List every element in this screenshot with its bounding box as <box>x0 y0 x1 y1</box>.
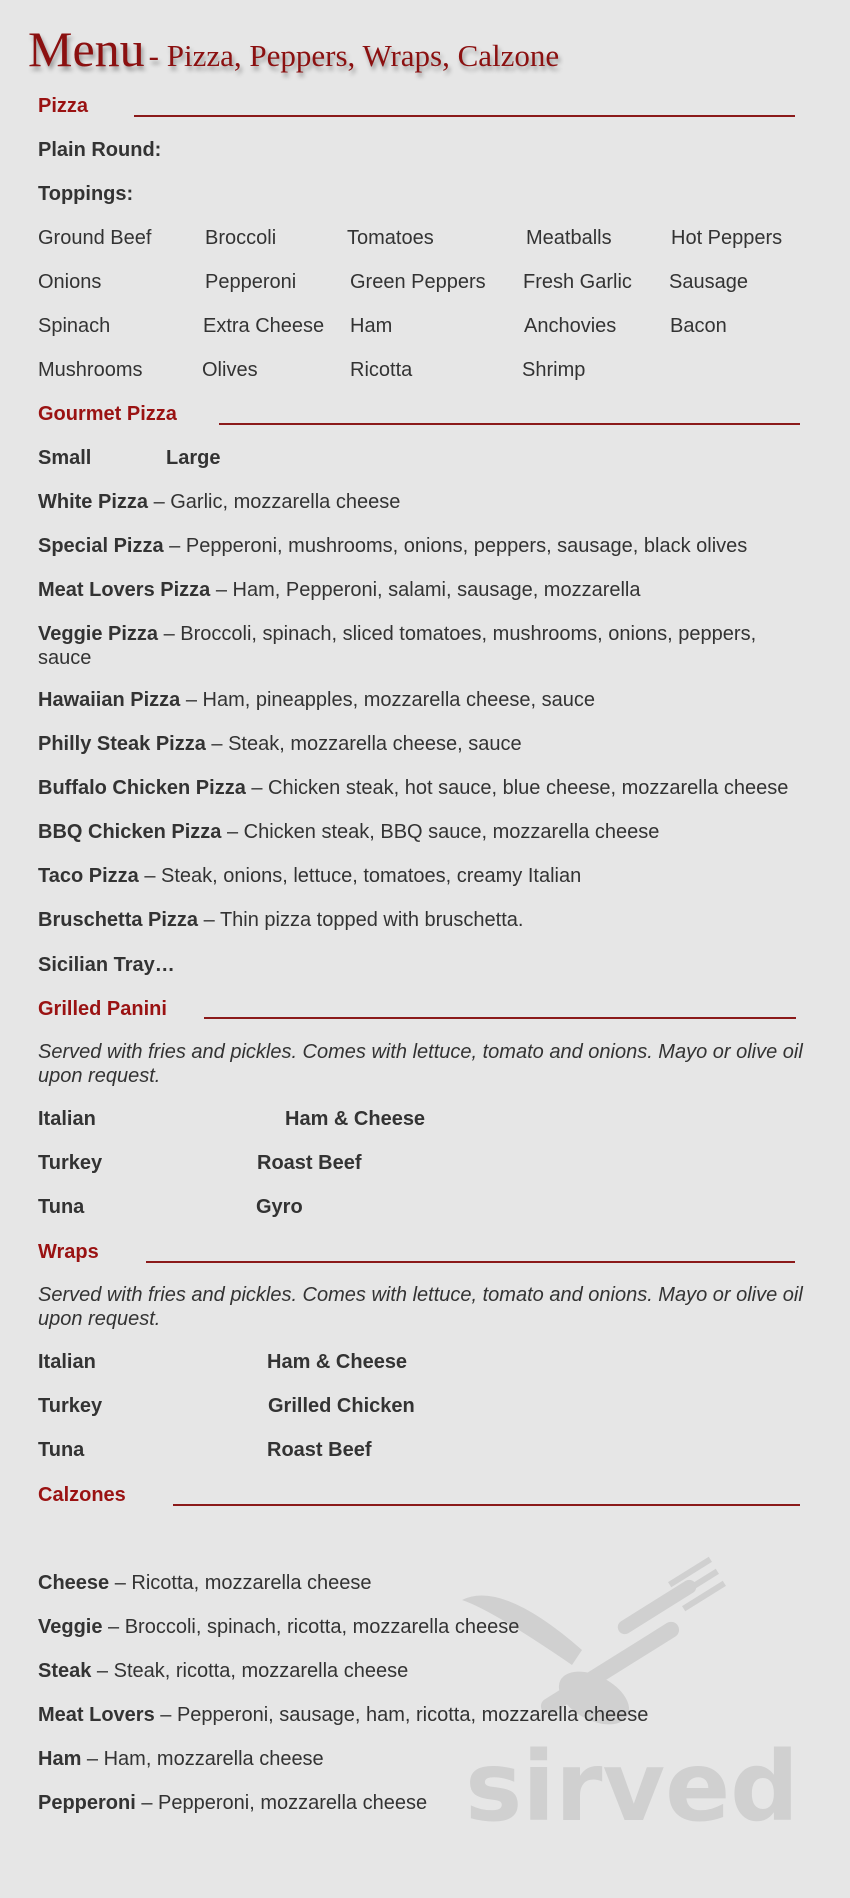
panini-item: Roast Beef <box>257 1152 362 1174</box>
menu-item <box>38 579 641 602</box>
section-heading-calzones: Calzones <box>38 1484 126 1506</box>
wrap-item: Tuna <box>38 1439 85 1461</box>
menu-item <box>38 733 522 756</box>
item-desc: – Chicken steak, BBQ sauce, mozzarella cheese <box>221 821 660 843</box>
sirved-watermark <box>462 1540 802 1830</box>
topping-item: Shrimp <box>522 359 586 381</box>
watermark-text: sirved <box>465 1731 799 1830</box>
panini-item: Gyro <box>256 1196 303 1218</box>
wraps-note: Served with fries and pickles. Comes with lettuce, tomato and onions. Mayo or olive oil upon request. <box>38 1284 803 1330</box>
wrap-item: Italian <box>38 1351 96 1373</box>
menu-item <box>38 1616 519 1639</box>
panini-item: Italian <box>38 1108 96 1130</box>
menu-item <box>38 1704 648 1727</box>
item-name: Ham <box>38 1748 82 1770</box>
item-desc: – Pepperoni, mushrooms, onions, peppers, sausage, black olives <box>163 535 748 557</box>
wrap-item: Turkey <box>38 1395 103 1417</box>
sicilian-tray-label: Sicilian Tray… <box>38 954 175 976</box>
topping-item: Tomatoes <box>347 227 434 249</box>
topping-item: Fresh Garlic <box>523 271 632 293</box>
menu-item <box>38 1572 372 1595</box>
topping-item: Hot Peppers <box>671 227 783 249</box>
menu-item <box>38 491 400 514</box>
item-name: Taco Pizza <box>38 865 139 887</box>
menu-item <box>38 909 523 932</box>
menu-item <box>38 777 788 800</box>
topping-item: Mushrooms <box>38 359 143 381</box>
item-name: Meat Lovers <box>38 1704 155 1726</box>
topping-item: Broccoli <box>205 227 277 249</box>
topping-item: Bacon <box>670 315 727 337</box>
item-desc: – Ham, Pepperoni, salami, sausage, mozzarella <box>210 579 641 601</box>
panini-item: Tuna <box>38 1196 85 1218</box>
item-name: Pepperoni <box>38 1792 136 1814</box>
topping-item: Sausage <box>669 271 748 293</box>
menu-item <box>38 865 581 888</box>
menu-item <box>38 535 747 558</box>
item-name: BBQ Chicken Pizza <box>38 821 222 843</box>
item-desc: – Broccoli, spinach, sliced tomatoes, mushrooms, onions, peppers, sauce <box>38 623 757 669</box>
menu-item <box>38 821 659 844</box>
toppings-label: Toppings: <box>38 183 134 205</box>
title-subtitle: - Pizza, Peppers, Wraps, Calzone <box>148 38 560 73</box>
section-rule-pizza <box>134 115 795 117</box>
topping-item: Ground Beef <box>38 227 152 249</box>
page-title <box>28 20 559 78</box>
topping-item: Pepperoni <box>205 271 297 293</box>
panini-item: Turkey <box>38 1152 103 1174</box>
item-name: Philly Steak Pizza <box>38 733 206 755</box>
topping-item: Anchovies <box>524 315 617 337</box>
item-name: Steak <box>38 1660 92 1682</box>
item-desc: – Broccoli, spinach, ricotta, mozzarella cheese <box>102 1616 520 1638</box>
size-large-label: Large <box>166 447 221 469</box>
menu-item <box>38 622 808 670</box>
wrap-item: Roast Beef <box>267 1439 372 1461</box>
item-desc: – Chicken steak, hot sauce, blue cheese, mozzarella cheese <box>245 777 789 799</box>
panini-item: Ham & Cheese <box>285 1108 426 1130</box>
item-desc: – Steak, mozzarella cheese, sauce <box>205 733 522 755</box>
menu-item <box>38 689 595 712</box>
item-desc: – Garlic, mozzarella cheese <box>148 491 401 513</box>
topping-item: Extra Cheese <box>203 315 325 337</box>
item-name: Special Pizza <box>38 535 164 557</box>
title-main: Menu <box>28 21 145 77</box>
section-rule-calzones <box>173 1504 800 1506</box>
topping-item: Onions <box>38 271 102 293</box>
wrap-item: Ham & Cheese <box>267 1351 408 1373</box>
item-desc: – Thin pizza topped with bruschetta. <box>198 909 524 931</box>
item-name: White Pizza <box>38 491 149 513</box>
topping-item: Green Peppers <box>350 271 486 293</box>
topping-item: Olives <box>202 359 258 381</box>
topping-item: Meatballs <box>526 227 612 249</box>
wrap-item: Grilled Chicken <box>268 1395 415 1417</box>
item-name: Cheese <box>38 1572 110 1594</box>
section-heading-gourmet-pizza: Gourmet Pizza <box>38 403 177 425</box>
section-heading-wraps: Wraps <box>38 1241 99 1263</box>
item-name: Hawaiian Pizza <box>38 689 181 711</box>
section-rule-gourmet <box>219 423 800 425</box>
item-name: Veggie Pizza <box>38 623 159 645</box>
item-desc: – Ham, pineapples, mozzarella cheese, sauce <box>180 689 595 711</box>
item-desc: – Pepperoni, sausage, ham, ricotta, mozzarella cheese <box>154 1704 649 1726</box>
panini-note: Served with fries and pickles. Comes with lettuce, tomato and onions. Mayo or olive oil upon request. <box>38 1041 803 1087</box>
plain-round-label: Plain Round: <box>38 139 162 161</box>
menu-item <box>38 1792 427 1815</box>
section-heading-grilled-panini: Grilled Panini <box>38 998 167 1020</box>
menu-item <box>38 1660 408 1683</box>
item-desc: – Pepperoni, mozzarella cheese <box>135 1792 428 1814</box>
item-desc: – Steak, ricotta, mozzarella cheese <box>91 1660 409 1682</box>
section-rule-panini <box>204 1017 796 1019</box>
item-name: Meat Lovers Pizza <box>38 579 211 601</box>
section-rule-wraps <box>146 1261 795 1263</box>
item-desc: – Steak, onions, lettuce, tomatoes, creamy Italian <box>138 865 582 887</box>
menu-item <box>38 1748 324 1771</box>
topping-item: Ham <box>350 315 393 337</box>
item-name: Bruschetta Pizza <box>38 909 199 931</box>
item-desc: – Ricotta, mozzarella cheese <box>109 1572 372 1594</box>
topping-item: Ricotta <box>350 359 413 381</box>
item-name: Veggie <box>38 1616 103 1638</box>
topping-item: Spinach <box>38 315 111 337</box>
item-name: Buffalo Chicken Pizza <box>38 777 246 799</box>
item-desc: – Ham, mozzarella cheese <box>81 1748 324 1770</box>
section-heading-pizza: Pizza <box>38 95 89 117</box>
size-small-label: Small <box>38 447 92 469</box>
